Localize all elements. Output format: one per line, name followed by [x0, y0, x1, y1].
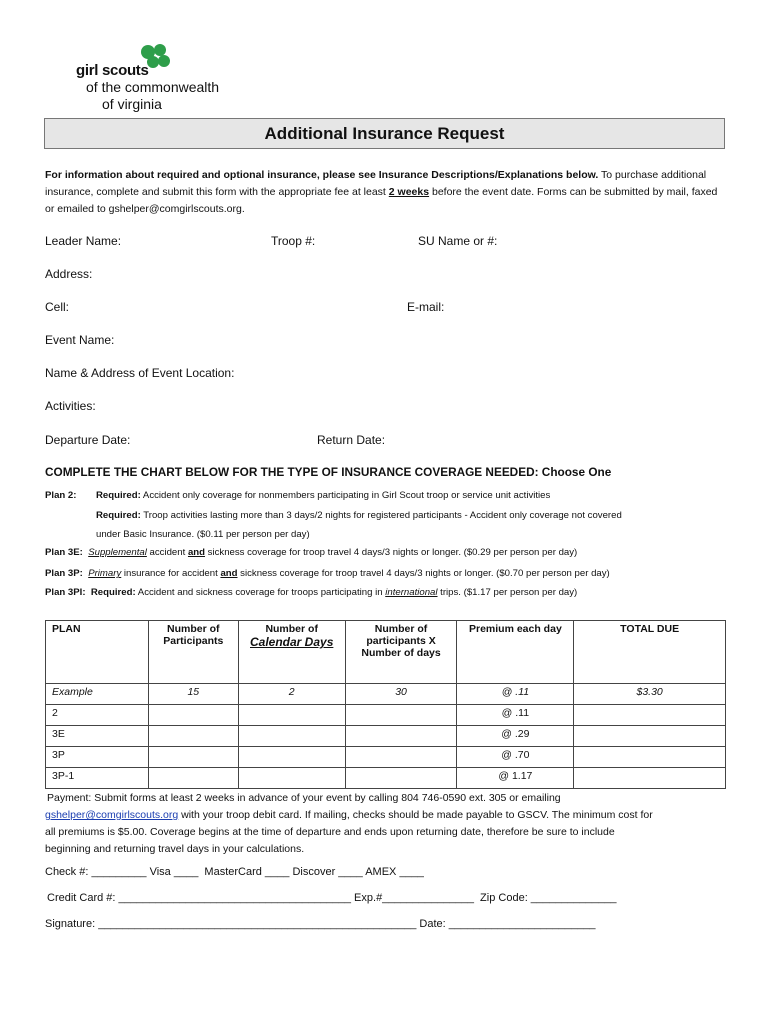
- plan2-line2: [96, 510, 622, 521]
- page-title: Additional Insurance Request: [44, 118, 725, 149]
- intro-text2: before the event date. Forms can be submitted by mail, faxed or emailed to gshelper@comgirlscouts.org.: [45, 186, 718, 215]
- plan3e-and: and: [187, 547, 206, 558]
- example-days: 2: [238, 684, 345, 705]
- header-days-top: Number of: [265, 623, 318, 635]
- plan2-label: Plan 2:: [45, 490, 77, 501]
- row-total-cell[interactable]: [574, 705, 726, 726]
- row-premium: @ 1.17: [457, 768, 574, 789]
- departure-date-label[interactable]: Departure Date:: [45, 433, 131, 447]
- plan3p-line: [45, 568, 610, 579]
- row-participants-cell[interactable]: [148, 705, 238, 726]
- email-link[interactable]: gshelper@comgirlscouts.org: [45, 809, 179, 821]
- plan3p-and: and: [220, 568, 238, 579]
- row-total-cell[interactable]: [574, 726, 726, 747]
- table-header-row: [46, 621, 726, 684]
- leader-name-label[interactable]: Leader Name:: [45, 234, 122, 248]
- insurance-table: [45, 620, 726, 789]
- plan3e-line: [45, 547, 577, 558]
- row-product-cell[interactable]: [345, 747, 457, 768]
- logo-brand: girl scouts: [76, 62, 149, 79]
- troop-label[interactable]: Troop #:: [271, 234, 316, 248]
- event-name-label[interactable]: Event Name:: [45, 333, 115, 347]
- intro-bold-lead: For information about required and optional insurance, please see Insurance Descriptions/Explanations below.: [45, 169, 599, 181]
- credit-card-line[interactable]: Credit Card #: ______________________________________ Exp.#_______________ Zip Code: ______________: [47, 892, 617, 904]
- table-row: [46, 747, 726, 768]
- header-plan: PLAN: [46, 621, 149, 684]
- header-total: TOTAL DUE: [574, 621, 726, 684]
- row-plan: 2: [46, 705, 149, 726]
- plan2-line3: under Basic Insurance. ($0.11 per person per day): [96, 529, 310, 540]
- plan3p-t1: insurance for accident: [121, 568, 221, 579]
- activities-label[interactable]: Activities:: [45, 399, 96, 413]
- plan2-text2: Troop activities lasting more than 3 days/2 nights for registered participants - Accident only coverage not covered: [140, 510, 622, 521]
- row-plan: 3E: [46, 726, 149, 747]
- header-participants: Number of Participants: [148, 621, 238, 684]
- row-participants-cell[interactable]: [148, 726, 238, 747]
- row-product-cell[interactable]: [345, 726, 457, 747]
- table-row: [46, 705, 726, 726]
- intro-emph: 2 weeks: [388, 186, 430, 198]
- row-premium: @ .11: [457, 705, 574, 726]
- row-product-cell[interactable]: [345, 768, 457, 789]
- row-plan: 3P-1: [46, 768, 149, 789]
- plan3p-t2: sickness coverage for troop travel 4 days/3 nights or longer. ($0.70 per person per day): [237, 568, 610, 579]
- row-days-cell[interactable]: [238, 726, 345, 747]
- logo: [76, 44, 246, 116]
- row-product-cell[interactable]: [345, 705, 457, 726]
- su-label[interactable]: SU Name or #:: [418, 234, 498, 248]
- header-premium: Premium each day: [457, 621, 574, 684]
- example-plan: Example: [46, 684, 149, 705]
- logo-line3: of virginia: [102, 96, 162, 112]
- example-product: 30: [345, 684, 457, 705]
- plan3pi-international: international: [385, 587, 438, 598]
- row-premium: @ .29: [457, 726, 574, 747]
- row-total-cell[interactable]: [574, 768, 726, 789]
- cell-label[interactable]: Cell:: [45, 300, 70, 314]
- logo-line2: of the commonwealth: [86, 79, 220, 95]
- row-days-cell[interactable]: [238, 747, 345, 768]
- row-participants-cell[interactable]: [148, 747, 238, 768]
- plan3p-label: Plan 3P:: [45, 568, 83, 579]
- return-date-label[interactable]: Return Date:: [317, 433, 386, 447]
- payment-line2: [45, 807, 735, 824]
- intro-paragraph: [45, 167, 725, 218]
- header-participants-x-days: Number of participants X Number of days: [345, 621, 457, 684]
- signature-line[interactable]: Signature: ____________________________________________________ Date: ________________________: [45, 918, 596, 930]
- address-label[interactable]: Address:: [45, 267, 93, 281]
- example-total: $3.30: [574, 684, 726, 705]
- email-label[interactable]: E-mail:: [407, 300, 445, 314]
- plan3e-t2: sickness coverage for troop travel 4 days/3 nights or longer. ($0.29 per person per day): [205, 547, 578, 558]
- header-calendar-days: Calendar Days: [250, 635, 334, 649]
- plan3pi-t1: Accident and sickness coverage for troops participating in: [135, 587, 386, 598]
- plan3e-label: Plan 3E:: [45, 547, 83, 558]
- plan3e-t1: accident: [146, 547, 188, 558]
- payment-paragraph: [45, 790, 735, 858]
- example-premium: @ .11: [457, 684, 574, 705]
- row-participants-cell[interactable]: [148, 768, 238, 789]
- table-row-example: [46, 684, 726, 705]
- plan3pi-req: Required:: [90, 587, 136, 598]
- plan3e-supplemental: Supplemental: [88, 547, 147, 558]
- event-location-label[interactable]: Name & Address of Event Location:: [45, 366, 235, 380]
- plan3pi-label: Plan 3PI:: [45, 587, 86, 598]
- plan3pi-line: [45, 587, 577, 598]
- payment-line4: beginning and returning travel days in your calculations.: [45, 843, 305, 855]
- header-days: [238, 621, 345, 684]
- intro-text1: To purchase additional insurance, complete and submit this form with the appropriate fee at least: [45, 169, 707, 198]
- table-row: [46, 768, 726, 789]
- row-plan: 3P: [46, 747, 149, 768]
- row-days-cell[interactable]: [238, 705, 345, 726]
- chart-heading: COMPLETE THE CHART BELOW FOR THE TYPE OF INSURANCE COVERAGE NEEDED: Choose One: [45, 465, 612, 479]
- row-premium: @ .70: [457, 747, 574, 768]
- row-days-cell[interactable]: [238, 768, 345, 789]
- payment-line1: Payment: Submit forms at least 2 weeks in advance of your event by calling 804 746-0590 ext. 305 or emailing: [47, 792, 561, 804]
- table-row: [46, 726, 726, 747]
- plan3pi-t2: trips. ($1.17 per person per day): [437, 587, 578, 598]
- plan2-req2: Required:: [96, 510, 141, 521]
- plan2-req1: Required:: [96, 490, 141, 501]
- payment-line3: all premiums is $5.00. Coverage begins at the time of departure and ends upon returning date, therefore be sure to include: [45, 826, 615, 838]
- row-total-cell[interactable]: [574, 747, 726, 768]
- example-participants: 15: [148, 684, 238, 705]
- plan3p-primary: Primary: [88, 568, 122, 579]
- payment-t2: with your troop debit card. If mailing, checks should be made payable to GSCV. The minimum cost for: [178, 809, 653, 821]
- plan2-text1: Accident only coverage for nonmembers participating in Girl Scout troop or service unit activities: [140, 490, 551, 501]
- card-type-line[interactable]: Check #: _________ Visa ____ MasterCard ____ Discover ____ AMEX ____: [45, 866, 424, 878]
- plan2-line1: [96, 490, 550, 501]
